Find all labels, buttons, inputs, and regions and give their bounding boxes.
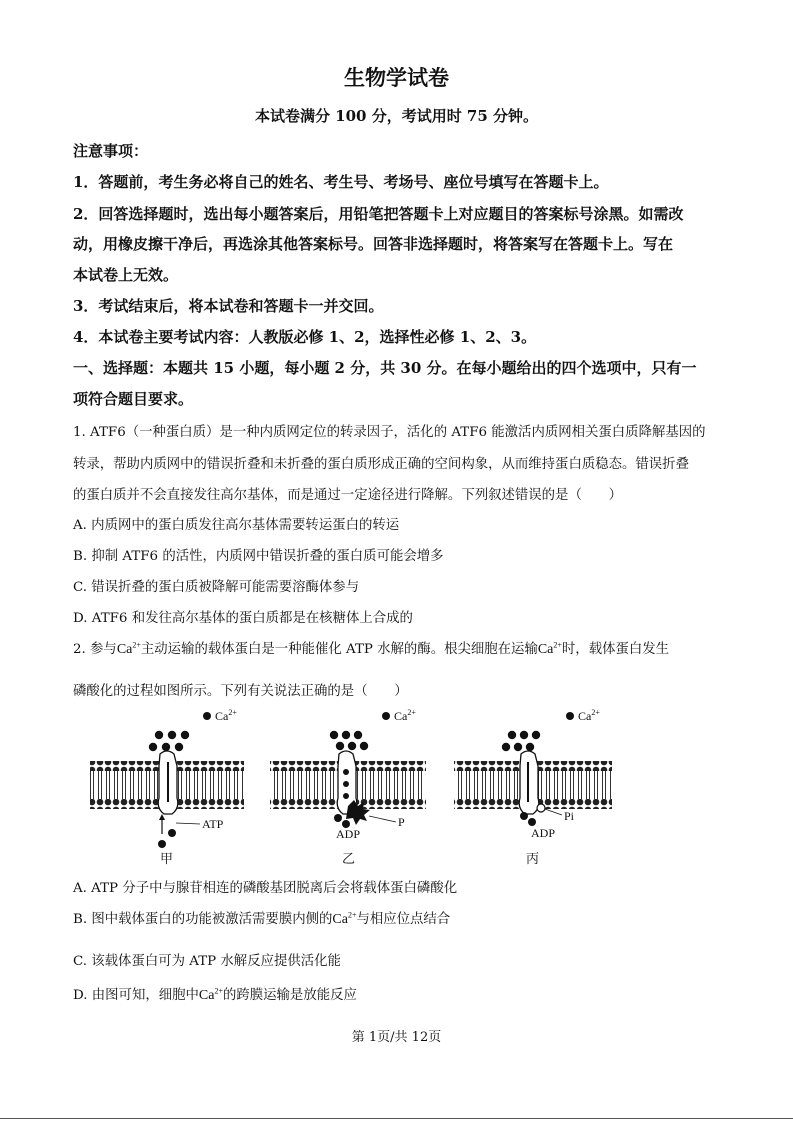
pi-label: Pi bbox=[564, 809, 575, 823]
panel-yi bbox=[270, 708, 426, 867]
ca-ion-dot bbox=[203, 712, 211, 720]
note-item: 动，用橡皮擦干净后，再选涂其他答案标号。回答非选择题时，将答案写在答题卡上。写在 bbox=[73, 235, 674, 253]
panel-bing bbox=[454, 708, 612, 867]
q2-option-d: D. 由图可知，细胞中$Ca^{2+}$的跨膜运输是放能反应 bbox=[73, 986, 357, 1003]
ca-label: $Ca^{2+}$ bbox=[578, 708, 600, 723]
note-item: 4．本试卷主要考试内容：人教版必修 1、2，选择性必修 1、2、3。 bbox=[73, 328, 537, 346]
q2-stem-line2: 磷酸化的过程如图所示。下列有关说法正确的是（ ） bbox=[73, 684, 408, 699]
section-heading: 一、选择题：本题共 15 小题，每小题 2 分，共 30 分。在每小题给出的四个选项中，只有一 bbox=[73, 359, 697, 377]
panel-name-bing: 丙 bbox=[526, 852, 540, 867]
q2-option-a: A. ATP 分子中与腺苷相连的磷酸基团脱离后会将载体蛋白磷酸化 bbox=[73, 881, 458, 896]
q2-stem-c: 时，载体蛋白发生 bbox=[561, 642, 670, 657]
ca-ion: $Ca^{2+}$ bbox=[537, 640, 562, 657]
ca-ion-dot bbox=[566, 712, 574, 720]
note-item: 3．考试结束后，将本试卷和答题卡一并交回。 bbox=[73, 297, 384, 315]
bottom-divider bbox=[0, 1118, 793, 1119]
q2-option-c: C. 该载体蛋白可为 ATP 水解反应提供活化能 bbox=[73, 954, 341, 969]
q2-stem-b: 主动运输的载体蛋白是一种能催化 ATP 水解的酶。根尖细胞在运输 bbox=[140, 642, 538, 657]
ca-label: $Ca^{2+}$ bbox=[215, 708, 237, 723]
ca-ion-dot bbox=[382, 712, 390, 720]
q1-stem: 1. ATF6（一种蛋白质）是一种内质网定位的转录因子，活化的 ATF6 能激活内质网相关蛋白质降解基因的 bbox=[73, 425, 706, 440]
exam-subtitle: 本试卷满分 100 分，考试用时 75 分钟。 bbox=[254, 107, 539, 125]
q2-stem-line1 bbox=[73, 638, 669, 658]
ca-label: $Ca^{2+}$ bbox=[394, 708, 416, 723]
panel-jia bbox=[90, 708, 244, 867]
membrane-figure bbox=[80, 702, 640, 870]
q1-option-c: C. 错误折叠的蛋白质被降解可能需要溶酶体参与 bbox=[73, 580, 360, 595]
note-item: 1．答题前，考生务必将自己的姓名、考生号、考场号、座位号填写在答题卡上。 bbox=[73, 173, 609, 191]
notes-heading: 注意事项： bbox=[73, 142, 149, 160]
note-item: 本试卷上无效。 bbox=[73, 266, 179, 284]
ca-ion-cluster bbox=[330, 731, 368, 750]
atp-label: ATP bbox=[202, 817, 224, 831]
ca-ion: $Ca^{2+}$ bbox=[116, 640, 141, 657]
ca-ion: $Ca^{2+}$ bbox=[198, 986, 223, 1003]
q1-option-a: A. 内质网中的蛋白质发往高尔基体需要转运蛋白的转运 bbox=[73, 518, 400, 533]
q1-stem: 转录，帮助内质网中的错误折叠和未折叠的蛋白质形成正确的空间构象，从而维持蛋白质稳态。错误折叠 bbox=[73, 457, 689, 472]
ca-ion: $Ca^{2+}$ bbox=[332, 910, 357, 927]
q1-option-d: D. ATF6 和发往高尔基体的蛋白质都是在核糖体上合成的 bbox=[73, 611, 413, 626]
panel-name-jia: 甲 bbox=[160, 852, 174, 867]
ca-ion-cluster bbox=[149, 731, 189, 751]
pi-dot bbox=[537, 804, 545, 812]
panel-name-yi: 乙 bbox=[342, 852, 356, 867]
note-item: 2．回答选择题时，选出每小题答案后，用铅笔把答题卡上对应题目的答案标号涂黑。如需改 bbox=[73, 205, 684, 223]
q1-stem: 的蛋白质并不会直接发往高尔基体，而是通过一定途径进行降解。下列叙述错误的是（ ） bbox=[73, 488, 623, 503]
adp-label: ADP bbox=[531, 826, 556, 840]
q2-stem-a: 2. 参与 bbox=[73, 642, 117, 657]
atp-dot bbox=[168, 829, 176, 837]
exam-title: 生物学试卷 bbox=[344, 66, 449, 90]
ca-ion-cluster bbox=[502, 731, 540, 751]
q1-option-b: B. 抑制 ATF6 的活性，内质网中错误折叠的蛋白质可能会增多 bbox=[73, 549, 444, 564]
q2-option-b: B. 图中载体蛋白的功能被激活需要膜内侧的$Ca^{2+}$与相应位点结合 bbox=[73, 910, 451, 927]
section-heading-cont: 项符合题目要求。 bbox=[73, 390, 194, 408]
p-label: P bbox=[398, 815, 405, 829]
page-footer: 第 1页/共 12页 bbox=[351, 1030, 442, 1045]
adp-label: ADP bbox=[336, 827, 361, 841]
